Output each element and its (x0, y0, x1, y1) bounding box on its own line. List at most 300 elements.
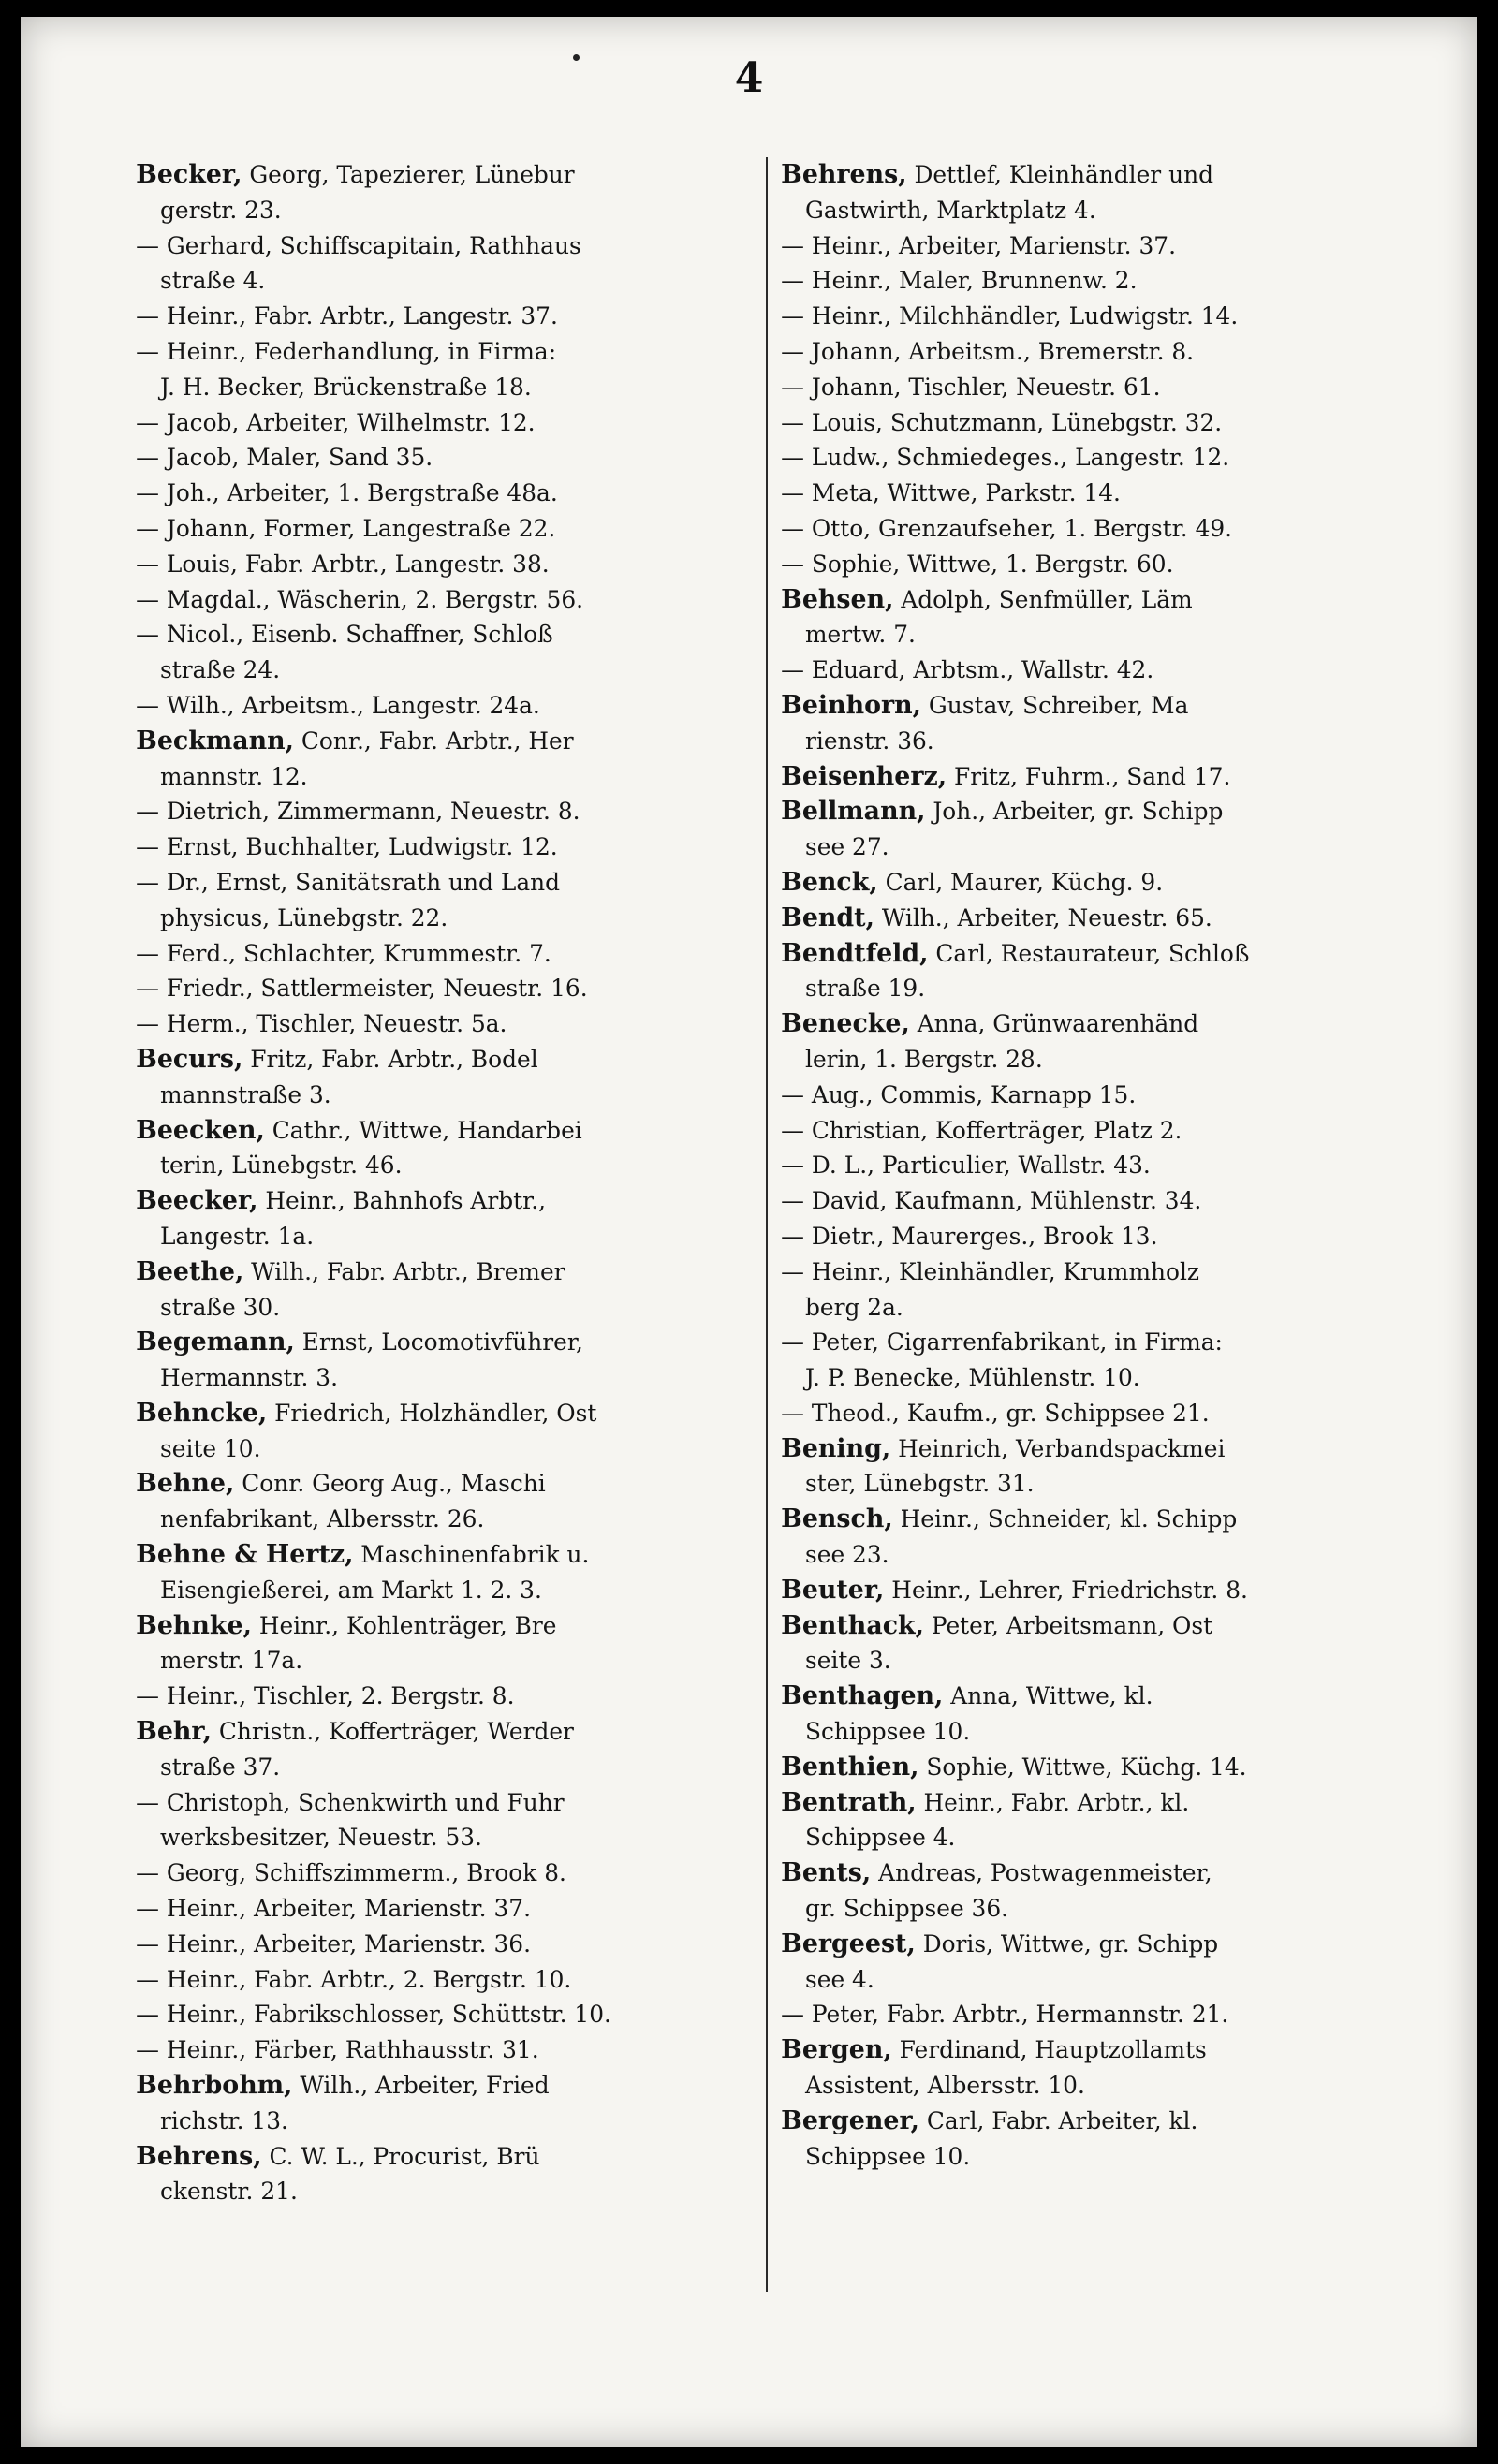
entry-text: Maschinenfabrik u. (353, 1541, 590, 1569)
entry-line (136, 228, 745, 264)
entry-text: — Heinr., Milchhändler, Ludwigstr. 14. (781, 302, 1239, 330)
entry-text: ster, Lünebgstr. 31. (805, 1470, 1035, 1498)
directory-entry (136, 617, 749, 688)
entry-line (781, 1325, 1390, 1360)
entry-text: — Magdal., Wäscherin, 2. Bergstr. 56. (136, 585, 584, 613)
entry-surname: Bentrath, (781, 1787, 917, 1817)
directory-entry (781, 2104, 1394, 2175)
entry-text: rienstr. 36. (805, 726, 934, 755)
directory-entry (781, 1679, 1394, 1750)
entry-line (136, 1537, 745, 1573)
entry-text: Gastwirth, Marktplatz 4. (805, 196, 1096, 224)
entry-line (781, 1006, 1390, 1042)
directory-entry (136, 1042, 749, 1113)
entry-line (136, 1608, 745, 1644)
entry-surname: Benthack, (781, 1610, 924, 1640)
entry-surname: Benecke, (781, 1009, 910, 1039)
entry-line (781, 901, 1390, 936)
entry-text: — Johann, Former, Langestraße 22. (136, 514, 556, 542)
entry-text: straße 37. (160, 1753, 281, 1781)
entry-text: Anna, Grünwaarenhänd (909, 1010, 1199, 1038)
entry-text: Doris, Wittwe, gr. Schipp (915, 1929, 1219, 1958)
entry-text: Carl, Restaurateur, Schloß (928, 939, 1250, 967)
entry-text: Joh., Arbeiter, gr. Schipp (925, 798, 1224, 826)
directory-entry (781, 1183, 1394, 1219)
directory-entry (781, 1927, 1394, 1998)
entry-line (136, 1254, 745, 1290)
entry-line (136, 299, 745, 334)
entry-text: — Ferd., Schlachter, Krummestr. 7. (136, 939, 551, 967)
directory-entry (781, 1785, 1394, 1856)
entry-text: ckenstr. 21. (160, 2178, 298, 2206)
entry-line (781, 476, 1390, 511)
entry-text: — David, Kaufmann, Mühlenstr. 34. (781, 1187, 1202, 1215)
directory-entry (781, 1431, 1394, 1503)
entry-continuation-line (805, 971, 1390, 1006)
entry-line (136, 1396, 745, 1431)
entry-line (781, 440, 1390, 476)
directory-entry (136, 1962, 749, 1998)
entry-line (781, 1573, 1390, 1608)
entry-line (136, 476, 745, 511)
entry-text: — Dietrich, Zimmermann, Neuestr. 8. (136, 798, 580, 826)
entry-text: gr. Schippsee 36. (805, 1895, 1009, 1923)
entry-surname: Beecken, (136, 1115, 265, 1145)
entry-text: Heinr., Kohlenträger, Bre (251, 1611, 557, 1639)
entry-line (781, 2104, 1390, 2139)
entry-line (136, 1679, 745, 1714)
entry-line (781, 1608, 1390, 1644)
directory-entry (136, 1396, 749, 1467)
directory-entry (781, 370, 1394, 405)
entry-text: — Christoph, Schenkwirth und Fuhr (136, 1788, 565, 1816)
entry-line (136, 829, 745, 865)
entry-line (136, 157, 745, 193)
directory-entry (136, 228, 749, 300)
entry-text: Hermannstr. 3. (160, 1364, 338, 1392)
entry-text: see 4. (805, 1965, 874, 1993)
entry-continuation-line (160, 759, 745, 795)
entry-surname: Behne, (136, 1469, 235, 1499)
entry-text: — Jacob, Arbeiter, Wilhelmstr. 12. (136, 408, 536, 436)
directory-entry (136, 1608, 749, 1679)
entry-text: — Peter, Cigarrenfabrikant, in Firma: (781, 1328, 1223, 1357)
directory-entry (781, 476, 1394, 511)
entry-line (781, 688, 1390, 724)
entry-continuation-line (805, 724, 1390, 759)
entry-line (136, 1042, 745, 1078)
directory-entry (781, 1573, 1394, 1608)
entry-line (781, 1679, 1390, 1714)
entry-line (136, 1006, 745, 1042)
directory-entry (136, 440, 749, 476)
directory-entry (781, 334, 1394, 370)
entry-text: — D. L., Particulier, Wallstr. 43. (781, 1151, 1151, 1180)
entry-line (781, 1855, 1390, 1891)
entry-text: — Georg, Schiffszimmerm., Brook 8. (136, 1859, 566, 1887)
directory-entry (136, 829, 749, 865)
entry-line (136, 1855, 745, 1891)
entry-surname: Beisenherz, (781, 761, 947, 791)
directory-entry (781, 1078, 1394, 1113)
entry-text: — Sophie, Wittwe, 1. Bergstr. 60. (781, 550, 1174, 578)
entry-line (136, 724, 745, 759)
entry-line (136, 1927, 745, 1962)
entry-text: Heinr., Lehrer, Friedrichstr. 8. (884, 1576, 1248, 1604)
directory-entry (136, 1997, 749, 2032)
directory-entry (136, 1927, 749, 1962)
directory-entry (136, 794, 749, 829)
entry-continuation-line (160, 2174, 745, 2209)
entry-line (136, 2032, 745, 2068)
entry-text: Christn., Kofferträger, Werder (211, 1718, 574, 1746)
entry-continuation-line (160, 1573, 745, 1608)
left-column (136, 157, 749, 2209)
directory-entry (781, 1855, 1394, 1927)
entry-line (781, 794, 1390, 829)
entry-line (136, 1714, 745, 1750)
entry-line (781, 1502, 1390, 1537)
entry-text: straße 24. (160, 656, 281, 684)
entry-text: richstr. 13. (160, 2106, 288, 2134)
directory-entry (136, 971, 749, 1006)
entry-continuation-line (160, 263, 745, 299)
entry-continuation-line (805, 1537, 1390, 1573)
entry-text: gerstr. 23. (160, 196, 282, 224)
entry-text: — Jacob, Maler, Sand 35. (136, 444, 433, 472)
entry-text: — Joh., Arbeiter, 1. Bergstraße 48a. (136, 479, 558, 507)
entry-text: — Meta, Wittwe, Parkstr. 14. (781, 479, 1121, 507)
entry-surname: Bendtfeld, (781, 938, 929, 968)
entry-text: Sophie, Wittwe, Küchg. 14. (918, 1753, 1247, 1781)
entry-surname: Beuter, (781, 1575, 885, 1605)
entry-text: Wilh., Arbeiter, Neuestr. 65. (874, 903, 1212, 931)
entry-text: — Johann, Tischler, Neuestr. 61. (781, 373, 1161, 401)
entry-line (781, 1183, 1390, 1219)
directory-entry (781, 299, 1394, 334)
entry-line (781, 759, 1390, 795)
entry-line (136, 1891, 745, 1927)
directory-entry (136, 936, 749, 972)
directory-entry (781, 1148, 1394, 1183)
entry-line (136, 865, 745, 901)
entry-text: Georg, Tapezierer, Lünebur (242, 161, 575, 188)
entry-continuation-line (160, 1360, 745, 1396)
entry-surname: Bergeest, (781, 1929, 916, 1958)
directory-entry (136, 1714, 749, 1785)
entry-text: Anna, Wittwe, kl. (943, 1682, 1153, 1710)
directory-entry (136, 724, 749, 795)
entry-surname: Behnke, (136, 1610, 252, 1640)
entry-line (781, 1396, 1390, 1431)
entry-continuation-line (805, 1714, 1390, 1750)
entry-text: Wilh., Fabr. Arbtr., Bremer (243, 1257, 565, 1285)
entry-continuation-line (805, 1962, 1390, 1998)
entry-text: werksbesitzer, Neuestr. 53. (160, 1824, 482, 1852)
entry-continuation-line (805, 2139, 1390, 2175)
directory-entry (136, 1325, 749, 1396)
directory-entry (781, 2032, 1394, 2104)
entry-surname: Bening, (781, 1433, 891, 1463)
directory-entry (781, 1325, 1394, 1396)
entry-text: — Heinr., Färber, Rathhausstr. 31. (136, 2036, 539, 2064)
directory-entry (781, 582, 1394, 653)
entry-line (781, 1785, 1390, 1821)
entry-surname: Bendt, (781, 902, 874, 932)
entry-line (136, 1325, 745, 1360)
directory-entry (781, 1608, 1394, 1679)
entry-surname: Behrens, (781, 160, 907, 189)
entry-line (136, 334, 745, 370)
entry-text: — Wilh., Arbeitsm., Langestr. 24a. (136, 691, 540, 719)
entry-text: — Christian, Kofferträger, Platz 2. (781, 1116, 1182, 1144)
entry-text: — Friedr., Sattlermeister, Neuestr. 16. (136, 975, 588, 1003)
entry-line (781, 1750, 1390, 1785)
entry-continuation-line (805, 617, 1390, 653)
directory-entry (136, 865, 749, 936)
entry-text: — Eduard, Arbtsm., Wallstr. 42. (781, 656, 1154, 684)
entry-text: nenfabrikant, Albersstr. 26. (160, 1505, 485, 1533)
entry-line (136, 547, 745, 582)
directory-entry (136, 405, 749, 441)
entry-line (136, 1466, 745, 1502)
entry-text: see 23. (805, 1541, 889, 1569)
column-divider (766, 157, 768, 2292)
entry-line (136, 582, 745, 618)
entry-text: — Peter, Fabr. Arbtr., Hermannstr. 21. (781, 2001, 1229, 2029)
directory-entry (136, 547, 749, 582)
entry-text: Dettlef, Kleinhändler und (906, 161, 1213, 188)
entry-text: — Nicol., Eisenb. Schaffner, Schloß (136, 621, 553, 649)
entry-surname: Becker, (136, 160, 242, 189)
page-number: 4 (734, 54, 764, 102)
directory-entry (781, 1750, 1394, 1785)
entry-surname: Beckmann, (136, 726, 294, 755)
entry-line (781, 2032, 1390, 2068)
entry-text: — Heinr., Maler, Brunnenw. 2. (781, 267, 1138, 295)
directory-entry (781, 865, 1394, 901)
entry-line (136, 440, 745, 476)
entry-continuation-line (160, 653, 745, 688)
entry-surname: Beethe, (136, 1256, 244, 1286)
directory-entry (136, 1679, 749, 1714)
directory-entry (136, 688, 749, 724)
entry-line (781, 1997, 1390, 2032)
directory-entry (136, 1785, 749, 1856)
entry-continuation-line (805, 1042, 1390, 1078)
entry-text: seite 10. (160, 1434, 261, 1462)
entry-text: — Louis, Fabr. Arbtr., Langestr. 38. (136, 550, 550, 578)
entry-line (781, 228, 1390, 264)
entry-line (781, 157, 1390, 193)
entry-text: Carl, Maurer, Küchg. 9. (877, 868, 1164, 896)
directory-entry (781, 1113, 1394, 1149)
entry-text: Conr., Fabr. Arbtr., Her (293, 726, 574, 755)
entry-line (781, 936, 1390, 972)
entry-continuation-line (160, 370, 745, 405)
entry-text: berg 2a. (805, 1293, 903, 1321)
entry-text: terin, Lünebgstr. 46. (160, 1151, 403, 1180)
entry-surname: Behrbohm, (136, 2071, 293, 2101)
directory-entry (781, 759, 1394, 795)
entry-line (136, 405, 745, 441)
directory-entry (136, 1006, 749, 1042)
directory-entry (781, 1396, 1394, 1431)
directory-entry (781, 1254, 1394, 1326)
entry-text: Ernst, Locomotivführer, (294, 1328, 583, 1357)
entry-text: C. W. L., Procurist, Brü (261, 2142, 540, 2170)
directory-entry (136, 2139, 749, 2210)
entry-text: Adolph, Senfmüller, Läm (893, 585, 1193, 613)
entry-continuation-line (805, 1820, 1390, 1855)
entry-continuation-line (160, 1290, 745, 1326)
entry-text: Schippsee 10. (805, 1718, 971, 1746)
entry-text: mannstraße 3. (160, 1080, 331, 1108)
directory-entry (136, 2068, 749, 2139)
entry-text: — Gerhard, Schiffscapitain, Rathhaus (136, 231, 581, 259)
entry-continuation-line (805, 829, 1390, 865)
directory-entry (781, 511, 1394, 547)
entry-surname: Benck, (781, 867, 878, 897)
entry-text: — Heinr., Arbeiter, Marienstr. 36. (136, 1929, 531, 1958)
entry-text: Conr. Georg Aug., Maschi (234, 1470, 546, 1498)
entry-line (136, 1183, 745, 1219)
directory-entry (781, 901, 1394, 936)
entry-line (136, 1785, 745, 1821)
directory-entry (136, 1891, 749, 1927)
entry-line (136, 617, 745, 653)
entry-line (781, 653, 1390, 688)
entry-text: straße 4. (160, 267, 266, 295)
entry-text: see 27. (805, 833, 889, 861)
entry-text: Heinr., Fabr. Arbtr., kl. (916, 1788, 1190, 1816)
directory-entry (136, 1537, 749, 1608)
entry-text: Wilh., Arbeiter, Fried (292, 2072, 550, 2100)
entry-text: mannstr. 12. (160, 762, 308, 790)
directory-entry (136, 334, 749, 405)
entry-continuation-line (160, 1643, 745, 1679)
entry-text: Gustav, Schreiber, Ma (920, 691, 1189, 719)
directory-entry (781, 1006, 1394, 1078)
entry-text: Fritz, Fuhrm., Sand 17. (947, 762, 1231, 790)
entry-surname: Behr, (136, 1717, 212, 1747)
entry-text: Fritz, Fabr. Arbtr., Bodel (242, 1045, 538, 1073)
directory-entry (136, 157, 749, 228)
directory-entry (136, 511, 749, 547)
entry-continuation-line (160, 1219, 745, 1254)
entry-continuation-line (160, 1820, 745, 1855)
entry-line (136, 2139, 745, 2175)
entry-line (136, 688, 745, 724)
entry-line (136, 511, 745, 547)
entry-line (781, 263, 1390, 299)
entry-text: physicus, Lünebgstr. 22. (160, 903, 448, 931)
entry-text: J. H. Becker, Brückenstraße 18. (160, 373, 532, 401)
directory-entry (781, 1219, 1394, 1254)
entry-text: Heinr., Bahnhofs Arbtr., (257, 1187, 547, 1215)
entry-line (136, 794, 745, 829)
entry-text: — Heinr., Arbeiter, Marienstr. 37. (136, 1895, 531, 1923)
entry-text: lerin, 1. Bergstr. 28. (805, 1045, 1043, 1073)
directory-entry (781, 228, 1394, 264)
entry-text: — Heinr., Tischler, 2. Bergstr. 8. (136, 1682, 515, 1710)
directory-entry (781, 547, 1394, 582)
entry-text: Schippsee 4. (805, 1824, 956, 1852)
entry-text: — Dietr., Maurerges., Brook 13. (781, 1222, 1158, 1250)
entry-text: — Otto, Grenzaufseher, 1. Bergstr. 49. (781, 514, 1233, 542)
entry-line (136, 1113, 745, 1149)
entry-text: Eisengießerei, am Markt 1. 2. 3. (160, 1576, 542, 1604)
directory-entry (781, 794, 1394, 865)
entry-text: — Johann, Arbeitsm., Bremerstr. 8. (781, 337, 1195, 365)
entry-surname: Behncke, (136, 1398, 268, 1428)
entry-line (781, 511, 1390, 547)
entry-surname: Beinhorn, (781, 690, 921, 720)
entry-surname: Bergener, (781, 2105, 919, 2135)
entry-line (781, 1219, 1390, 1254)
entry-continuation-line (160, 1431, 745, 1467)
entry-text: — Heinr., Fabrikschlosser, Schüttstr. 10. (136, 2001, 611, 2029)
entry-line (136, 1997, 745, 2032)
entry-surname: Behne & Hertz, (136, 1540, 354, 1570)
entry-line (781, 299, 1390, 334)
entry-text: Peter, Arbeitsmann, Ost (923, 1611, 1213, 1639)
entry-line (781, 582, 1390, 618)
entry-continuation-line (805, 1643, 1390, 1679)
document-sheet (21, 17, 1477, 2447)
directory-entry (136, 476, 749, 511)
directory-entry (781, 1502, 1394, 1573)
directory-entry (781, 936, 1394, 1007)
entry-line (781, 1078, 1390, 1113)
entry-text: — Theod., Kaufm., gr. Schippsee 21. (781, 1399, 1210, 1427)
entry-surname: Behrens, (136, 2141, 262, 2171)
entry-surname: Bents, (781, 1858, 872, 1888)
entry-continuation-line (805, 1891, 1390, 1927)
entry-continuation-line (160, 901, 745, 936)
entry-text: Heinr., Schneider, kl. Schipp (892, 1505, 1238, 1533)
entry-line (781, 334, 1390, 370)
entry-line (136, 1962, 745, 1998)
entry-line (136, 936, 745, 972)
entry-text: — Heinr., Federhandlung, in Firma: (136, 337, 557, 365)
directory-entry (136, 1113, 749, 1184)
entry-line (136, 971, 745, 1006)
entry-surname: Beecker, (136, 1186, 258, 1216)
entry-text: Schippsee 10. (805, 2142, 971, 2170)
entry-text: mertw. 7. (805, 621, 916, 649)
entry-continuation-line (160, 2104, 745, 2139)
directory-entry (136, 299, 749, 334)
entry-continuation-line (160, 1078, 745, 1113)
entry-text: Andreas, Postwagenmeister, (871, 1859, 1212, 1887)
directory-entry (781, 1997, 1394, 2032)
entry-text: Heinrich, Verbandspackmei (890, 1434, 1226, 1462)
entry-surname: Becurs, (136, 1044, 243, 1074)
entry-continuation-line (805, 1360, 1390, 1396)
entry-text: straße 19. (805, 975, 926, 1003)
entry-continuation-line (805, 2068, 1390, 2104)
entry-text: — Heinr., Fabr. Arbtr., 2. Bergstr. 10. (136, 1965, 572, 1993)
entry-continuation-line (160, 1750, 745, 1785)
entry-text: — Louis, Schutzmann, Lünebgstr. 32. (781, 408, 1223, 436)
entry-line (781, 1431, 1390, 1467)
entry-line (781, 865, 1390, 901)
entry-text: Langestr. 1a. (160, 1222, 315, 1250)
entry-text: — Aug., Commis, Karnapp 15. (781, 1080, 1137, 1108)
directory-entry (136, 1254, 749, 1326)
entry-surname: Benthien, (781, 1752, 919, 1782)
